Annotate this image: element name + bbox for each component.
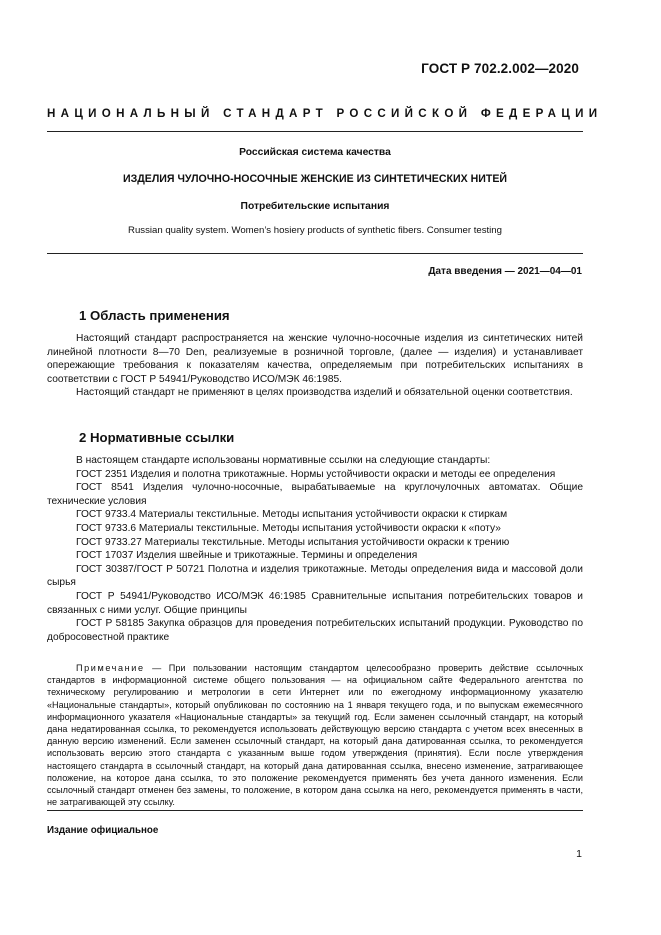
reference-item: ГОСТ 9733.4 Материалы текстильные. Методы испытания устойчивости окраски к стиркам	[76, 509, 508, 521]
reference-item: ГОСТ Р 58185 Закупка образцов для проведения потребительских испытаний продукции. Руководство по добросовестной практике	[47, 618, 583, 643]
reference-item: ГОСТ 2351 Изделия и полотна трикотажные. Нормы устойчивости окраски и методы ее определения	[76, 468, 556, 480]
paragraph: Настоящий стандарт не применяют в целях производства изделий и обязательной оценки соответствия.	[76, 387, 573, 399]
standard-subtitle: Потребительские испытания	[240, 201, 390, 212]
bottom-title-divider	[47, 253, 583, 254]
note-label: Примечание	[76, 663, 145, 673]
document-number: ГОСТ Р 702.2.002—2020	[421, 61, 579, 76]
official-edition-label: Издание официальное	[47, 825, 159, 836]
reference-item: ГОСТ Р 54941/Руководство ИСО/МЭК 46:1985 Сравнительные испытания потребительских товаров и связанных с ними услуг. Общие принципы	[47, 590, 583, 616]
page-number: 1	[576, 848, 582, 860]
standard-title: ИЗДЕЛИЯ ЧУЛОЧНО-НОСОЧНЫЕ ЖЕНСКИЕ ИЗ СИНТЕТИЧЕСКИХ НИТЕЙ	[122, 173, 508, 185]
introduction-date: Дата введения — 2021—04—01	[428, 266, 582, 277]
national-standard-banner: НАЦИОНАЛЬНЫЙ СТАНДАРТ РОССИЙСКОЙ ФЕДЕРАЦИИ	[47, 107, 603, 120]
note-text	[47, 662, 583, 808]
reference-item: ГОСТ 30387/ГОСТ Р 50721 Полотна и изделия трикотажные. Методы определения вида и массовой доли сырья	[47, 563, 583, 589]
paragraph: Настоящий стандарт распространяется на женские чулочно-носочные изделия из синтетических нитей линейной плотности 8—70 Den, реализуемые в розничной торговле, (далее — изделия) и устанавливает опережающие требования к показателям качества, определяемым при потребительских испытаниях в соответствии с ГОСТ Р 54941/Руководство ИСО/МЭК 46:1985.	[47, 333, 583, 385]
note-block	[47, 662, 583, 808]
reference-item: ГОСТ 9733.27 Материалы текстильные. Методы испытания устойчивости окраски к трению	[76, 536, 510, 548]
note-body: — При пользовании настоящим стандартом целесообразно проверить действие ссылочных стандартов в информационной системе общего пользования — на официальном сайте Федерального агентства по техническому регулированию и метрологии в сети Интернет или по ежегодному информационному указателю «Национальные стандарты», который опубликован по состоянию на 1 января текущего года, и по выпускам ежемесячного информационного указателя «Национальные стандарты» за текущий год. Если заменен ссылочный стандарт, на который дана недатированная ссылка, то рекомендуется использовать действующую версию стандарта с учетом всех внесенных в данную версию изменений. Если заменен ссылочный стандарт, на который дана датированная ссылка, то рекомендуется использовать версию этого стандарта с указанным выше годом утверждения (принятия). Если после утверждения настоящего стандарта в ссылочный стандарт, на который дана датированная ссылка, внесено изменение, затрагивающее положение, на которое дана ссылка, то это положение рекомендуется применять без учета данного изменения. Если ссылочный стандарт отменен без замены, то положение, в котором дана ссылка на него, рекомендуется применять в части, не затрагивающей эту ссылку.	[47, 663, 583, 808]
paragraph: В настоящем стандарте использованы нормативные ссылки на следующие стандарты:	[76, 455, 491, 466]
section-1-body	[47, 332, 583, 400]
section-1-heading: 1 Область применения	[79, 308, 230, 323]
reference-item: ГОСТ 9733.6 Материалы текстильные. Методы испытания устойчивости окраски к «поту»	[76, 522, 501, 534]
reference-item: ГОСТ 17037 Изделия швейные и трикотажные. Термины и определения	[76, 550, 418, 562]
footer-divider	[47, 810, 583, 811]
section-2-heading: 2 Нормативные ссылки	[79, 430, 235, 445]
top-divider	[47, 131, 583, 132]
reference-item: ГОСТ 8541 Изделия чулочно-носочные, вырабатываемые на круглочулочных автоматах. Общие технические условия	[47, 482, 583, 507]
quality-system-title: Российская система качества	[239, 147, 391, 158]
english-title: Russian quality system. Women’s hosiery products of synthetic fibers. Consumer testing	[128, 225, 502, 236]
section-2-body	[47, 454, 583, 644]
